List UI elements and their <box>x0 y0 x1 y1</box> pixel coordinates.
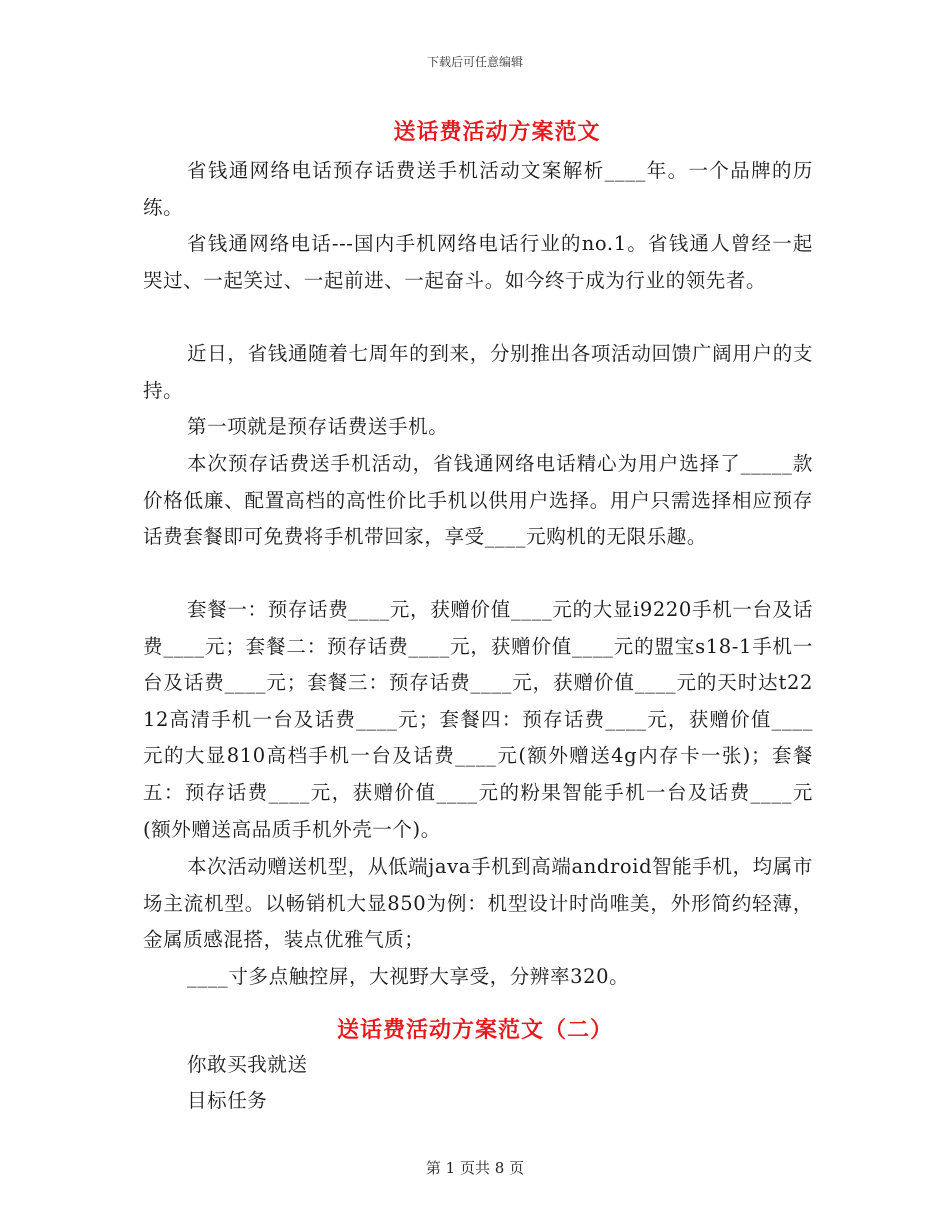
section2-line-1: 你敢买我就送 <box>187 1053 308 1076</box>
page-header: 下载后可任意编辑 <box>426 55 523 69</box>
paragraph-models: 本次活动赠送机型，从低端java手机到高端android智能手机，均属市场主流机型。以畅销机大显850为例：机型设计时尚唯美，外形简约轻薄，金属质感混搭，装点优雅气质； <box>143 855 813 952</box>
paragraph-anniversary: 近日，省钱通随着七周年的到来，分别推出各项活动回馈广阔用户的支持。 <box>143 342 813 402</box>
paragraph-first-item: 第一项就是预存话费送手机。 <box>187 415 449 438</box>
paragraph-brand: 省钱通网络电话---国内手机网络电话行业的no.1。省钱通人曾经一起哭过、一起笑过、一起前进、一起奋斗。如今终于成为行业的领先者。 <box>143 232 813 292</box>
section2-line-2: 目标任务 <box>187 1089 268 1112</box>
page-footer: 第 1 页共 8 页 <box>425 1159 525 1177</box>
paragraph-activity: 本次预存话费送手机活动，省钱通网络电话精心为用户选择了_____款价格低廉、配置高档的高性价比手机以供用户选择。用户只需选择相应预存话费套餐即可免费将手机带回家，享受____元购机的无限乐趣。 <box>143 452 813 549</box>
paragraph-intro: 省钱通网络电话预存话费送手机活动文案解析____年。一个品牌的历练。 <box>143 159 813 219</box>
document-title: 送话费活动方案范文 <box>393 119 601 145</box>
section-title-two: 送话费活动方案范文（二） <box>336 1017 613 1043</box>
paragraph-screen: ____寸多点触控屏，大视野大享受，分辨率320。 <box>187 965 630 988</box>
paragraph-packages: 套餐一：预存话费____元，获赠价值____元的大显i9220手机一台及话费____元；套餐二：预存话费____元，获赠价值____元的盟宝s18-1手机一台及话费____元；套餐三：预存话费____元，获赠价值____元的天时达t2212高清手机一台及话费____元；套餐四：预存话费____元，获赠价值____元的大显810高档手机一台及话费____元(额外赠送4g内存卡一张)；套餐五：预存话费____元，获赠价值____元的粉果智能手机一台及话费____元(额外赠送高品质手机外壳一个)。 <box>143 598 813 841</box>
